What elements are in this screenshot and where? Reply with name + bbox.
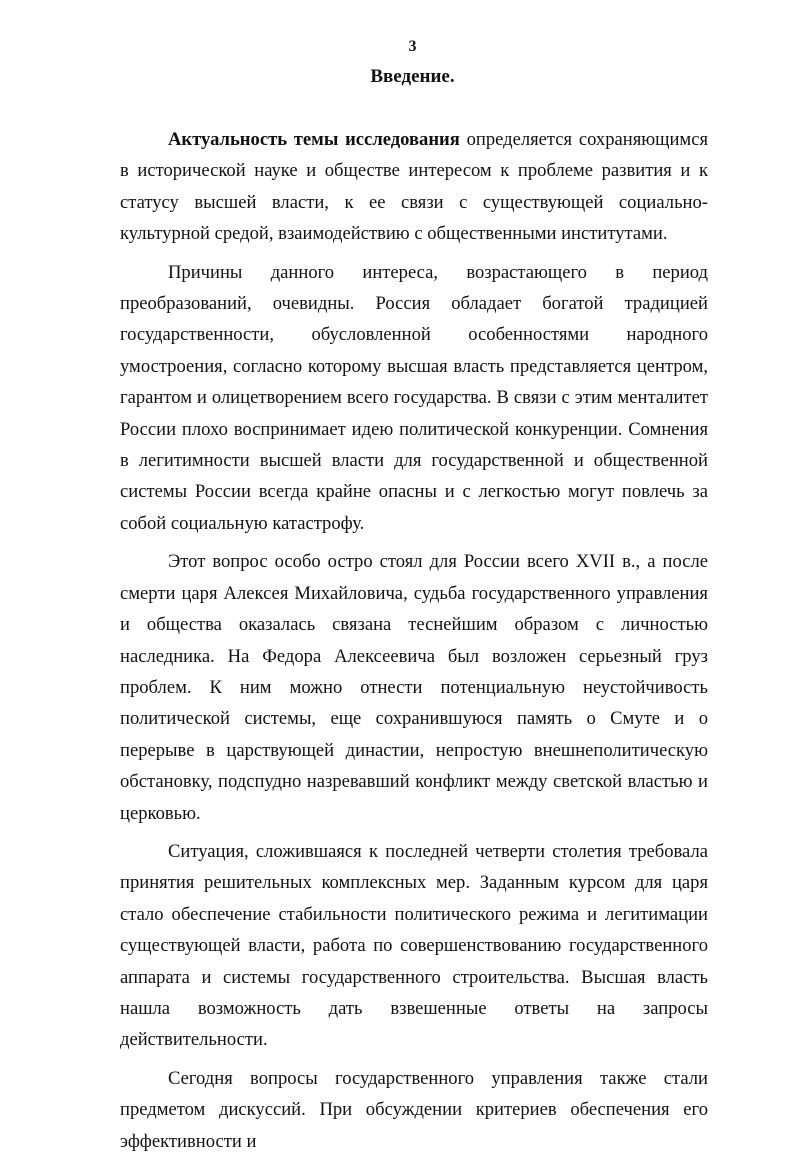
page-title: Введение. <box>370 66 455 87</box>
relevance-lead-term: Актуальность темы исследования <box>168 129 460 150</box>
relevance-text: определяется сохраняющимся в исторической науке и обществе интересом к проблеме развития и к статусу высшей власти, к ее связи с существующей социально-культурной средой, взаимодействию с общественными институтами. <box>120 129 708 245</box>
paragraph-xvii-century: Этот вопрос особо остро стоял для России всего XVII в., а после смерти царя Алексея Михайловича, судьба государственного управления и общества оказалась связана теснейшим образом с личностью наследника. На Федора Алексеевича был возложен серьезный груз проблем. К ним можно отнести потенциальную неустойчивость политической системы, еще сохранившуюся память о Смуте и о перерыве в царствующей династии, непростую внешнеполитическую обстановку, подспудно назревавший конфликт между светской властью и церковью. <box>120 551 708 824</box>
paragraph-situation: Ситуация, сложившаяся к последней четверти столетия требовала принятия решительных комплексных мер. Заданным курсом для царя стало обеспечение стабильности политического режима и легитимации существующей власти, работа по совершенствованию государственного аппарата и системы государственного строительства. Высшая власть нашла возможность дать взвешенные ответы на запросы действительности. <box>120 840 708 1051</box>
paragraph-today: Сегодня вопросы государственного управления также стали предметом дискуссий. При обсуждении критериев обеспечения его эффективности и <box>120 1067 708 1152</box>
page-number: 3 <box>408 38 417 55</box>
body-text <box>120 124 708 1157</box>
paragraph-reasons: Причины данного интереса, возрастающего в период преобразований, очевидны. Россия обладает богатой традицией государственности, обусловленной особенностями народного умостроения, согласно которому высшая власть представляется центром, гарантом и олицетворением всего государства. В связи с этим менталитет России плохо воспринимает идею политической конкуренции. Сомнения в легитимности высшей власти для государственной и общественной системы России всегда крайне опасны и с легкостью могут повлечь за собой социальную катастрофу. <box>120 261 708 534</box>
paragraph-relevance <box>120 124 708 250</box>
